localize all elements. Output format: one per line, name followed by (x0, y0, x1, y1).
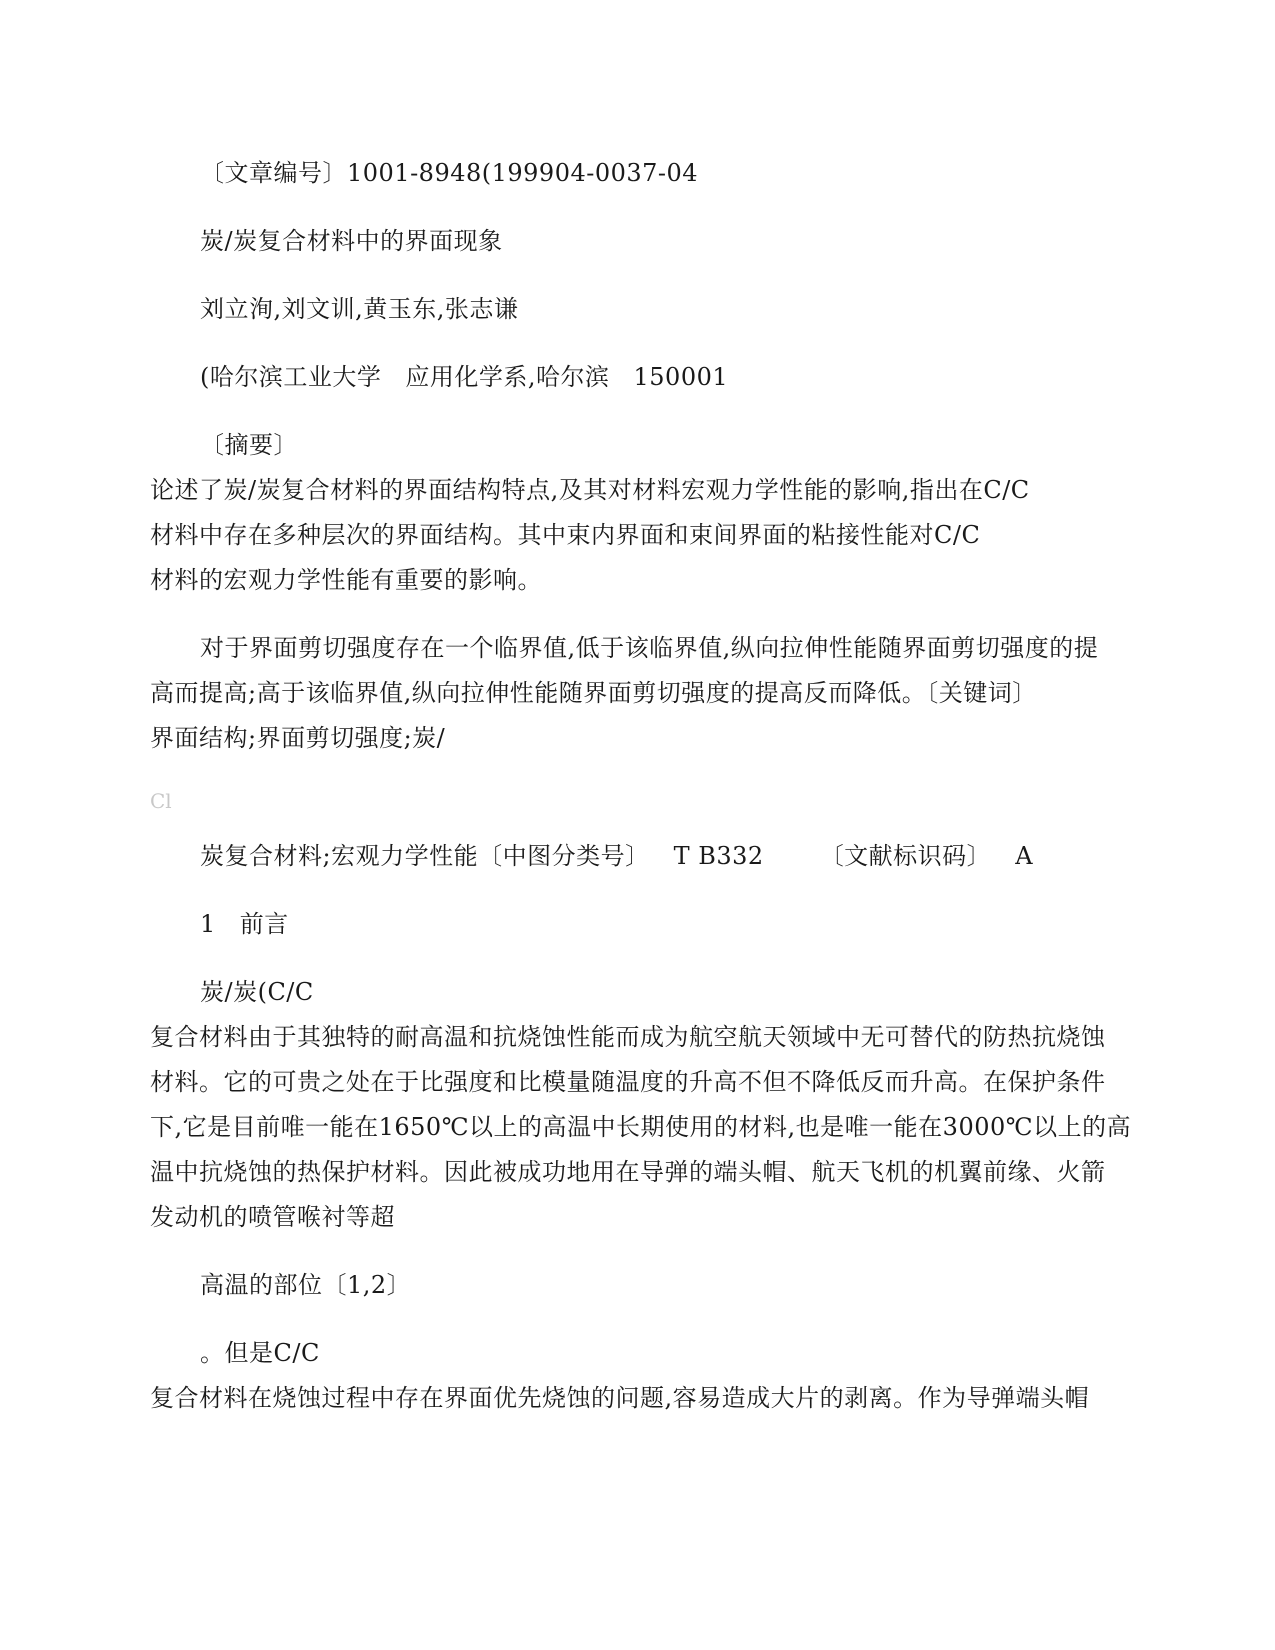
shear-strength-line: 高而提高;高于该临界值,纵向拉伸性能随界面剪切强度的提高反而降低。〔关键词〕 (150, 679, 1037, 707)
affiliation-department: 应用化学系,哈尔滨 (405, 363, 610, 391)
intro-start: 炭/炭(C/C (200, 978, 314, 1006)
intro-line: 下,它是目前唯一能在1650℃以上的高温中长期使用的材料,也是唯一能在3000℃以上的高 (150, 1113, 1132, 1141)
intro-line: 材料。它的可贵之处在于比强度和比模量随温度的升高不但不降低反而升高。在保护条件 (150, 1068, 1106, 1096)
intro-line: 发动机的喷管喉衬等超 (150, 1203, 395, 1231)
high-temp-line: 高温的部位〔1,2〕 (200, 1271, 412, 1299)
body-line: 复合材料在烧蚀过程中存在界面优先烧蚀的问题,容易造成大片的剥离。作为导弹端头帽 (150, 1384, 1090, 1412)
faint-fragment: Cl (150, 789, 172, 813)
keywords-line: 界面结构;界面剪切强度;炭/ (150, 724, 446, 752)
article-number: 〔文章编号〕1001-8948(199904-0037-04 (200, 159, 699, 187)
section-number: 1 (200, 910, 216, 938)
section-title: 前言 (239, 910, 289, 938)
section-heading (200, 909, 289, 939)
abstract-label: 〔摘要〕 (200, 431, 298, 459)
authors: 刘立洵,刘文训,黄玉东,张志谦 (200, 295, 519, 323)
intro-line: 复合材料由于其独特的耐高温和抗烧蚀性能而成为航空航天领域中无可替代的防热抗烧蚀 (150, 1023, 1106, 1051)
shear-strength-line: 对于界面剪切强度存在一个临界值,低于该临界值,纵向拉伸性能随界面剪切强度的提 (200, 634, 1099, 662)
abstract-line: 材料中存在多种层次的界面结构。其中束内界面和束间界面的粘接性能对C/C (150, 521, 981, 549)
clc-code: T B332 (673, 842, 764, 870)
doc-code: A (1015, 842, 1034, 870)
affiliation-university: (哈尔滨工业大学 (200, 363, 382, 391)
article-title: 炭/炭复合材料中的界面现象 (200, 227, 503, 255)
but-line: 。但是C/C (200, 1339, 320, 1367)
abstract-line: 材料的宏观力学性能有重要的影响。 (150, 566, 542, 594)
classification-line (200, 841, 1033, 871)
doc-code-label: 〔文献标识码〕 (819, 842, 992, 870)
keywords-continued: 炭复合材料;宏观力学性能〔中图分类号〕 (200, 842, 650, 870)
affiliation (200, 362, 728, 392)
abstract-line: 论述了炭/炭复合材料的界面结构特点,及其对材料宏观力学性能的影响,指出在C/C (150, 476, 1030, 504)
affiliation-postcode: 150001 (633, 363, 729, 391)
intro-line: 温中抗烧蚀的热保护材料。因此被成功地用在导弹的端头帽、航天飞机的机翼前缘、火箭 (150, 1158, 1106, 1186)
